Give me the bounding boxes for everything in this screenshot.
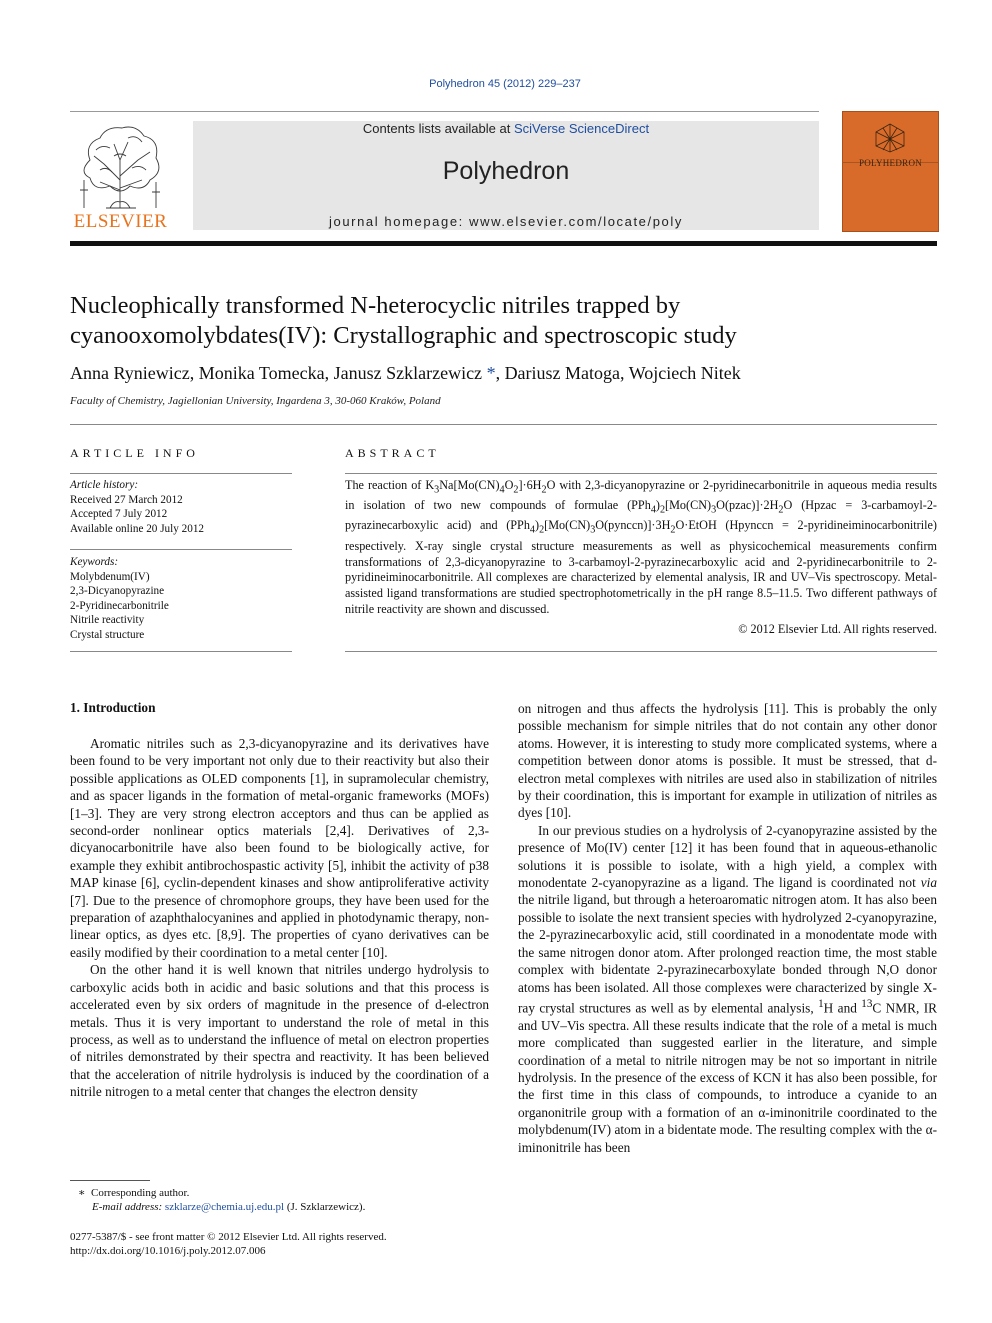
abstract-rule: [345, 473, 937, 474]
email-note: E-mail address: szklarze@chemia.uj.edu.pl (J. Szklarzewicz).: [92, 1201, 366, 1213]
keywords: Keywords: Molybdenum(IV) 2,3-Dicyanopyrazine 2-Pyridinecarbonitrile Nitrile reactivity Crystal structure: [70, 555, 292, 642]
keywords-bottom-rule: [70, 651, 292, 652]
article-title: Nucleophically transformed N-heterocyclic nitriles trapped by cyanooxomolybdates(IV): Crystallographic and spectroscopic study: [70, 292, 737, 349]
abstract-copyright: © 2012 Elsevier Ltd. All rights reserved.: [738, 622, 937, 636]
journal-name: Polyhedron: [442, 157, 570, 185]
cover-title: POLYHEDRON: [858, 158, 923, 168]
intro-paragraph-4: In our previous studies on a hydrolysis of 2-cyanopyrazine assisted by the presence of Mo(IV) center [12] it has been found that in aqueous-ethanolic solutions it is possible to isolate, with a high yield, a complex with monodentate 2-cyanopyrazine as a ligand. The ligand is coordinated not via the nitrile ligand, but through a heteroaromatic nitrogen atom. It has also been possible to isolate the next transient species with hydrolyzed 2-cyanopyrazine, the 2-pyrazinecarboxylic acid, still coordinated in a monodentate mode with the same nitrogen donor atom. After prolonged reaction time, the most stable complex with bidentate 2-pyrazinecarboxylate bonded through N,O donor atoms has been isolated. All those complexes were characterized by single X-ray crystal structures as well as by elemental analysis, $^1$H and $^{13}$C NMR, IR and UV–Vis spectra. All these results indicate that the role of a metal is much more complicated than suggested earlier in the literature, and simple coordination of a metal to nitrile nitrogen may be not so important in nitrile hydrolysis. In the presence of the excess of KCN it has also been possible, for the first time in this class of compounds, to introduce a cyanide to an organonitrile group with a formation of an α-iminonitrile coordinated to the molybdenum(IV) atom in a bidentate mode. The resulting complex with the α-iminonitrile has been: [518, 822, 938, 1155]
contents-availability: Contents lists available at SciVerse ScienceDirect: [362, 121, 650, 136]
body-column-left: [70, 735, 489, 1101]
keyword-item: Nitrile reactivity: [70, 614, 145, 626]
keyword-item: 2,3-Dicyanopyrazine: [70, 585, 165, 597]
title-block-rule: [70, 424, 937, 425]
article-history: Article history: Received 27 March 2012 Accepted 7 July 2012 Available online 20 July 2012: [70, 479, 205, 535]
masthead-thick-rule: [70, 241, 937, 246]
keyword-item: Crystal structure: [70, 628, 145, 641]
intro-paragraph-3: on nitrogen and thus affects the hydrolysis [11]. This is probably the only possible mechanism for simple nitriles that do not contain any other donor atoms. However, it is interesting to study more complicated systems, where a competition between donor atoms is possible. It must be stressed, that d-electron metal complexes with nitriles are used also in stabilization of nitriles by their coordination, this is important for example in utilization of nitriles as dyes [10].: [518, 701, 937, 821]
keyword-item: Molybdenum(IV): [70, 570, 150, 583]
footnote-rule: [70, 1180, 150, 1181]
author-list: Anna Ryniewicz, Monika Tomecka, Janusz Szklarzewicz *, Dariusz Matoga, Wojciech Nitek: [70, 363, 741, 383]
intro-paragraph-2: On the other hand it is well known that nitriles undergo hydrolysis to carboxylic acids both in acidic and basic solutions and that this process is accelerated even by six orders of magnitude in the presence of d-electron metals. Thus it is very important to understand the role of metal in this process, as well as to understand the influence of metal on electron properties of nitriles demonstrated by their spectra and reactivity. It has been believed that the acceleration of nitrile hydrolysis is induced by the coordination of a nitrile nitrogen to a metal center that changes the electron density: [70, 962, 489, 1100]
elsevier-wordmark: ELSEVIER: [73, 211, 168, 232]
abstract-text: The reaction of $K_3Na[Mo(CN)_4O_2]\cdot 6H_2O$ with 2,3-dicyanopyrazine or 2-pyridinecarbonitrile in aqueous media results in isolation of two new compounds of formulae $(PPh_4)_2[Mo(CN)_3O(pzac)]\cdot 2H_2O$ (Hpzac = 3-carbamoyl-2-pyrazinecarboxylic acid) and $(PPh_4)_2[Mo(CN)_3O(pynccn)]\cdot 3H_2O\cdot EtOH$ (Hpynccn = 2-pyridineiminocarbonitrile) respectively. X-ray single crystal structure measurements as well as physicochemical measurements confirm transformations of 2,3-dicyanopyrazine to 3-carbamoyl-2-pyrazinecarboxylic acid and 2-pyridinecarbonitrile to 2-pyridineiminocarbonitrile. All complexes are characterized by elemental analysis, IR and UV–Vis spectroscopy. Metal-assisted ligand transformations are studied spectrophotometrically in the pH range 8.5–11.5. Two different pathways of nitrile reactivity are shown and discussed.: [345, 478, 937, 616]
article-info-heading: ARTICLE INFO: [70, 446, 199, 460]
article-info-rule: [70, 473, 292, 474]
journal-cover-thumbnail: [842, 111, 939, 232]
journal-citation[interactable]: Polyhedron 45 (2012) 229–237: [429, 78, 581, 90]
abstract-heading: ABSTRACT: [345, 446, 440, 460]
journal-homepage[interactable]: journal homepage: www.elsevier.com/locate/poly: [329, 214, 683, 229]
affiliation: Faculty of Chemistry, Jagiellonian University, Ingardena 3, 30-060 Kraków, Poland: [70, 395, 441, 407]
body-column-right: [518, 700, 937, 1156]
history-keywords-rule: [70, 549, 292, 550]
polyhedron-cover-icon: [873, 122, 907, 154]
journal-masthead: [193, 121, 819, 230]
intro-paragraph-1: Aromatic nitriles such as 2,3-dicyanopyrazine and its derivatives have been found to be very important not only due to their reactivity but also their possible applications as OLED components [1], in supramolecular chemistry, and as spacer ligands in the formation of metal-organic frameworks (MOFs) [1–3]. They are very strong electron acceptors and thus can be applied as second-order nonlinear optics materials [2,4]. Derivatives of 2,3-dicyanocarbonitrile have also been found to be biologically active, for example they exhibit antibrochospastic activity [5], inhibit the activity of p38 MAP kinase [6], cyclin-dependent kinases and show antiproliferative activity [7]. Due to the presence of chromophore groups, they have been used for the preparation of azaphthalocyanines and applied in photodynamic therapy, non-linear optics, as dyes etc. [8,9]. The properties of cyano derivatives can be easily modified by their coordination to a metal center [10].: [70, 736, 489, 960]
corresponding-author-note: ∗ Corresponding author.: [78, 1187, 190, 1199]
email-link[interactable]: szklarze@chemia.uj.edu.pl: [164, 1201, 285, 1213]
keyword-item: 2-Pyridinecarbonitrile: [70, 599, 169, 612]
header-rule: [70, 111, 819, 112]
corresponding-author-mark[interactable]: *: [482, 363, 496, 383]
abstract-bottom-rule: [345, 651, 937, 652]
section-heading-introduction: 1. Introduction: [70, 700, 156, 715]
cover-rule: [843, 162, 938, 163]
issn-line: 0277-5387/$ - see front matter © 2012 Elsevier Ltd. All rights reserved.: [70, 1231, 387, 1243]
doi-link[interactable]: http://dx.doi.org/10.1016/j.poly.2012.07.006: [70, 1245, 266, 1257]
sciencedirect-link[interactable]: SciVerse ScienceDirect: [513, 121, 650, 136]
